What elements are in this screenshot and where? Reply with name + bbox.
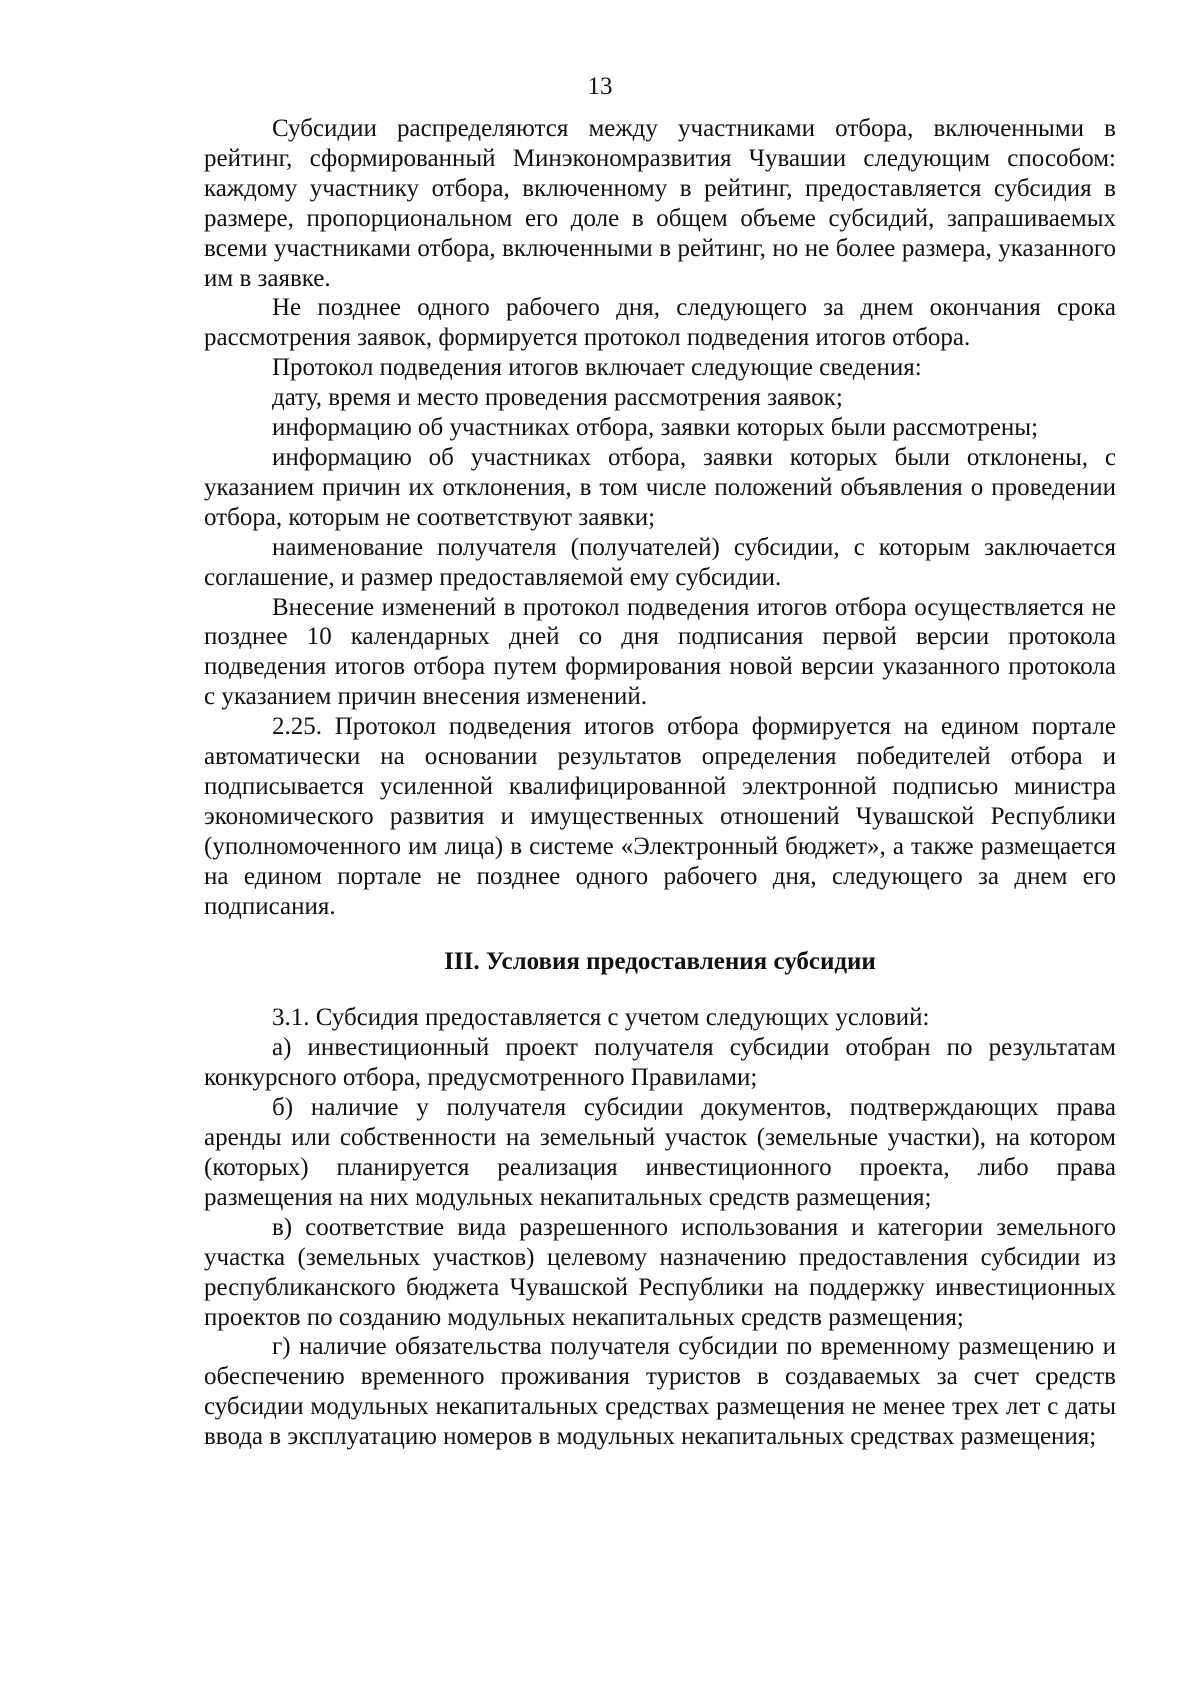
page-number: 13 — [587, 73, 613, 100]
paragraph: дату, время и место проведения рассмотрения заявок; — [272, 384, 843, 412]
paragraph: Не позднее одного рабочего дня, следующего за днем окончания срока рассмотрения заявок, формируется протокол подведения итогов отбора. — [204, 294, 1116, 352]
paragraph: Внесение изменений в протокол подведения итогов отбора осуществляется не позднее 10 календарных дней со дня подписания первой версии протокола подведения итогов отбора путем формирования новой версии указанного протокола с указанием причин внесения изменений. — [204, 593, 1116, 711]
document-body — [204, 114, 1116, 1452]
section-heading: III. Условия предоставления субсидии — [444, 948, 876, 976]
paragraph: б) наличие у получателя субсидии документов, подтверждающих права аренды или собственности на земельный участок (земельные участки), на котором (которых) планируется реализация инвестиционного проекта, либо права размещения на них модульных некапитальных средств размещения; — [204, 1094, 1116, 1211]
paragraph: г) наличие обязательства получателя субсидии по временному размещению и обеспечению временного проживания туристов в создаваемых за счет средств субсидии модульных некапитальных средствах размещения не менее трех лет с даты ввода в эксплуатацию номеров в модульных некапитальных средствах размещения; — [204, 1333, 1116, 1451]
paragraph: Протокол подведения итогов включает следующие сведения: — [272, 354, 922, 382]
paragraph: а) инвестиционный проект получателя субсидии отобран по результатам конкурсного отбора, предусмотренного Правилами; — [204, 1034, 1116, 1092]
paragraph: информацию об участниках отбора, заявки которых были отклонены, с указанием причин их отклонения, в том числе положений объявления о проведении отбора, которым не соответствуют заявки; — [204, 443, 1116, 531]
paragraph: наименование получателя (получателей) субсидии, с которым заключается соглашение, и размер предоставляемой ему субсидии. — [204, 533, 1116, 591]
paragraph: в) соответствие вида разрешенного использования и категории земельного участка (земельных участков) целевому назначению предоставления субсидии из республиканского бюджета Чувашской Республики на поддержку инвестиционных проектов по созданию модульных некапитальных средств размещения; — [204, 1213, 1116, 1331]
paragraph: 3.1. Субсидия предоставляется с учетом следующих условий: — [272, 1004, 930, 1032]
paragraph: Субсидии распределяются между участниками отбора, включенными в рейтинг, сформированный Минэкономразвития Чувашии следующим способом: каждому участнику отбора, включенному в рейтинг, предоставляется субсидия в размере, пропорциональном его доле в общем объеме субсидий, запрашиваемых всеми участниками отбора, включенными в рейтинг, но не более размера, указанного им в заявке. — [204, 115, 1116, 292]
paragraph: информацию об участниках отбора, заявки которых были рассмотрены; — [272, 414, 1039, 442]
paragraph: 2.25. Протокол подведения итогов отбора формируется на едином портале автоматически на основании результатов определения победителей отбора и подписывается усиленной квалифицированной электронной подписью министра экономического развития и имущественных отношений Чувашской Республики (уполномоченного им лица) в системе «Электронный бюджет», а также размещается на едином портале не позднее одного рабочего дня, следующего за днем его подписания. — [204, 713, 1116, 920]
